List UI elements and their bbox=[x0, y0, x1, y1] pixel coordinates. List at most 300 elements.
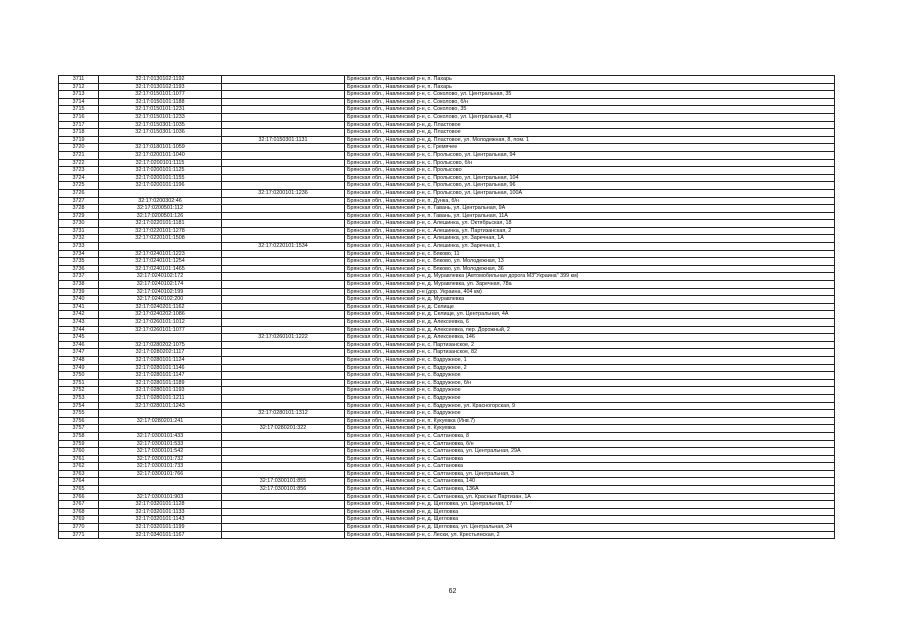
table-row bbox=[59, 212, 835, 220]
table-row bbox=[59, 182, 835, 190]
row-number-cell: 3713 bbox=[59, 91, 99, 99]
cadastral-number-alt-cell bbox=[222, 432, 345, 440]
table-row bbox=[59, 448, 835, 456]
address-cell: Брянская обл., Навлинский р-н, с. Лески, ул. Крестьянская, 2 bbox=[345, 531, 835, 539]
address-cell: Брянская обл., Навлинский р-н, д. Пластовое, ул. Молодежная, 8, пом. 1 bbox=[345, 136, 835, 144]
cadastral-number-cell bbox=[99, 334, 222, 342]
row-number-cell: 3728 bbox=[59, 205, 99, 213]
row-number-cell: 3732 bbox=[59, 235, 99, 243]
cadastral-number-cell: 32:17:0220101:1508 bbox=[99, 235, 222, 243]
cadastral-number-alt-cell bbox=[222, 197, 345, 205]
address-cell: Брянская обл., Навлинский р-н, с. Пролысово, ул. Центральная, 104 bbox=[345, 174, 835, 182]
row-number-cell: 3735 bbox=[59, 258, 99, 266]
table-row bbox=[59, 440, 835, 448]
address-cell: Брянская обл., Навлинский р-н, с. Бяково, 11 bbox=[345, 250, 835, 258]
cadastral-number-cell: 32:17:0280101:1243 bbox=[99, 402, 222, 410]
cadastral-number-cell: 32:17:0280101:1193 bbox=[99, 387, 222, 395]
cadastral-number-alt-cell bbox=[222, 364, 345, 372]
cadastral-number-alt-cell bbox=[222, 273, 345, 281]
table-row bbox=[59, 167, 835, 175]
address-cell: Брянская обл., Навлинский р-н, с. Вздружное, б/н bbox=[345, 379, 835, 387]
address-cell: Брянская обл., Навлинский р-н, п. Пахарь bbox=[345, 76, 835, 84]
table-row bbox=[59, 516, 835, 524]
row-number-cell: 3748 bbox=[59, 356, 99, 364]
table-row bbox=[59, 508, 835, 516]
cadastral-number-cell: 32:17:0150101:1188 bbox=[99, 98, 222, 106]
cadastral-number-alt-cell bbox=[222, 516, 345, 524]
address-cell: Брянская обл., Навлинский р-н, с. Соколово, ул. Центральная, 35 bbox=[345, 91, 835, 99]
table-row bbox=[59, 174, 835, 182]
row-number-cell: 3750 bbox=[59, 372, 99, 380]
address-cell: Брянская обл., Навлинский р-н, д. Селище bbox=[345, 303, 835, 311]
address-cell: Брянская обл., Навлинский р-н, с. Вздружное, 2 bbox=[345, 364, 835, 372]
cadastral-number-alt-cell bbox=[222, 448, 345, 456]
address-cell: Брянская обл., Навлинский р-н, с. Соколово, 35 bbox=[345, 106, 835, 114]
address-cell: Брянская обл., Навлинский р-н, с. Соколово, ул. Центральная, 43 bbox=[345, 113, 835, 121]
row-number-cell: 3768 bbox=[59, 508, 99, 516]
cadastral-number-cell bbox=[99, 478, 222, 486]
cadastral-number-cell: 32:17:0280202:1117 bbox=[99, 349, 222, 357]
cadastral-number-alt-cell bbox=[222, 319, 345, 327]
row-number-cell: 3760 bbox=[59, 448, 99, 456]
cadastral-number-cell: 32:17:0300101:732 bbox=[99, 455, 222, 463]
table-row bbox=[59, 387, 835, 395]
address-cell: Брянская обл., Навлинский р-н, с. Пролысово, б/н bbox=[345, 159, 835, 167]
row-number-cell: 3754 bbox=[59, 402, 99, 410]
row-number-cell: 3734 bbox=[59, 250, 99, 258]
address-cell: Брянская обл., Навлинский р-н, с. Салтановка, 136А bbox=[345, 486, 835, 494]
row-number-cell: 3761 bbox=[59, 455, 99, 463]
table-row bbox=[59, 98, 835, 106]
cadastral-number-alt-cell bbox=[222, 182, 345, 190]
cadastral-number-alt-cell bbox=[222, 303, 345, 311]
cadastral-number-cell: 32:17:0260101:1077 bbox=[99, 326, 222, 334]
row-number-cell: 3727 bbox=[59, 197, 99, 205]
cadastral-number-cell: 32:17:0240101:1465 bbox=[99, 265, 222, 273]
table-body bbox=[59, 76, 835, 539]
cadastral-number-alt-cell bbox=[222, 349, 345, 357]
address-cell: Брянская обл., Навлинский р-н, с. Пролысово, ул. Центральная, 100А bbox=[345, 189, 835, 197]
table-row bbox=[59, 501, 835, 509]
row-number-cell: 3756 bbox=[59, 417, 99, 425]
row-number-cell: 3723 bbox=[59, 167, 99, 175]
cadastral-number-alt-cell bbox=[222, 341, 345, 349]
table-row bbox=[59, 356, 835, 364]
cadastral-number-alt-cell: 32:17:0300101:856 bbox=[222, 486, 345, 494]
row-number-cell: 3758 bbox=[59, 432, 99, 440]
table-row bbox=[59, 394, 835, 402]
address-cell: Брянская обл., Навлинский р-н, п. Кукуевка bbox=[345, 425, 835, 433]
cadastral-number-alt-cell bbox=[222, 387, 345, 395]
address-cell: Брянская обл., Навлинский р-н, с. Бяково, ул. Молодежная, 36 bbox=[345, 265, 835, 273]
cadastral-number-cell: 32:17:0240101:1223 bbox=[99, 250, 222, 258]
cadastral-number-cell: 32:17:0130102:1192 bbox=[99, 76, 222, 84]
table-row bbox=[59, 463, 835, 471]
cadastral-number-alt-cell bbox=[222, 227, 345, 235]
cadastral-number-alt-cell bbox=[222, 531, 345, 539]
row-number-cell: 3741 bbox=[59, 303, 99, 311]
cadastral-number-alt-cell bbox=[222, 83, 345, 91]
row-number-cell: 3737 bbox=[59, 273, 99, 281]
table-row bbox=[59, 341, 835, 349]
row-number-cell: 3717 bbox=[59, 121, 99, 129]
address-cell: Брянская обл., Навлинский р-н, д. Алексеевка, 146 bbox=[345, 334, 835, 342]
cadastral-number-alt-cell: 32:17:0260101:1222 bbox=[222, 334, 345, 342]
cadastral-number-alt-cell bbox=[222, 501, 345, 509]
address-cell: Брянская обл., Навлинский р-н, с. Пролысово, ул. Центральная, 94 bbox=[345, 151, 835, 159]
cadastral-number-alt-cell: 32:17:0300101:855 bbox=[222, 478, 345, 486]
cadastral-number-cell: 32:17:0200101:1125 bbox=[99, 167, 222, 175]
table-row bbox=[59, 334, 835, 342]
row-number-cell: 3730 bbox=[59, 220, 99, 228]
cadastral-number-alt-cell bbox=[222, 159, 345, 167]
cadastral-number-cell: 32:17:0180101:1059 bbox=[99, 144, 222, 152]
cadastral-number-alt-cell bbox=[222, 258, 345, 266]
cadastral-number-alt-cell bbox=[222, 250, 345, 258]
table-row bbox=[59, 281, 835, 289]
row-number-cell: 3733 bbox=[59, 243, 99, 251]
cadastral-number-alt-cell bbox=[222, 281, 345, 289]
table-row bbox=[59, 250, 835, 258]
address-cell: Брянская обл., Навлинский р-н, п. Дунка, б/н bbox=[345, 197, 835, 205]
row-number-cell: 3752 bbox=[59, 387, 99, 395]
cadastral-number-alt-cell bbox=[222, 470, 345, 478]
table-row bbox=[59, 91, 835, 99]
cadastral-number-cell: 32:17:0320101:1128 bbox=[99, 501, 222, 509]
table-row bbox=[59, 379, 835, 387]
cadastral-number-alt-cell bbox=[222, 212, 345, 220]
cadastral-number-cell: 32:17:0150101:1077 bbox=[99, 91, 222, 99]
address-cell: Брянская обл., Навлинский р-н, с. Алешинка, ул. Заречная, 1А bbox=[345, 235, 835, 243]
address-cell: Брянская обл., Навлинский р-н, с. Бяково, ул. Молодежная, 13 bbox=[345, 258, 835, 266]
table-row bbox=[59, 129, 835, 137]
cadastral-number-cell: 32:17:0320101:1199 bbox=[99, 524, 222, 532]
address-cell: Брянская обл., Навлинский р-н, д. Щегловка bbox=[345, 516, 835, 524]
table-row bbox=[59, 258, 835, 266]
cadastral-number-cell: 32:17:0320101:1133 bbox=[99, 508, 222, 516]
table-row bbox=[59, 144, 835, 152]
row-number-cell: 3716 bbox=[59, 113, 99, 121]
cadastral-number-alt-cell bbox=[222, 151, 345, 159]
cadastral-number-alt-cell bbox=[222, 265, 345, 273]
cadastral-number-cell bbox=[99, 243, 222, 251]
cadastral-number-cell bbox=[99, 410, 222, 418]
row-number-cell: 3711 bbox=[59, 76, 99, 84]
table-row bbox=[59, 326, 835, 334]
row-number-cell: 3755 bbox=[59, 410, 99, 418]
table-row bbox=[59, 402, 835, 410]
table-row bbox=[59, 470, 835, 478]
table-row bbox=[59, 311, 835, 319]
table-row bbox=[59, 121, 835, 129]
row-number-cell: 3763 bbox=[59, 470, 99, 478]
cadastral-number-alt-cell: 32:17:0150301:1131 bbox=[222, 136, 345, 144]
table-row bbox=[59, 372, 835, 380]
address-cell: Брянская обл., Навлинский р-н, с. Гремячее bbox=[345, 144, 835, 152]
cadastral-number-cell: 32:17:0240202:1086 bbox=[99, 311, 222, 319]
cadastral-number-cell: 32:17:0240102:174 bbox=[99, 281, 222, 289]
row-number-cell: 3743 bbox=[59, 319, 99, 327]
address-cell: Брянская обл., Навлинский р-н, д. Селище, ул. Центральная, 4А bbox=[345, 311, 835, 319]
cadastral-number-cell: 32:17:0260101:1012 bbox=[99, 319, 222, 327]
cadastral-number-cell: 32:17:0280101:1124 bbox=[99, 356, 222, 364]
cadastral-number-alt-cell bbox=[222, 174, 345, 182]
cadastral-number-alt-cell bbox=[222, 235, 345, 243]
cadastral-number-alt-cell bbox=[222, 121, 345, 129]
cadastral-number-cell: 32:17:0300101:903 bbox=[99, 493, 222, 501]
address-cell: Брянская обл., Навлинский р-н, с. Пролысово bbox=[345, 167, 835, 175]
cadastral-number-cell bbox=[99, 486, 222, 494]
table-row bbox=[59, 493, 835, 501]
cadastral-number-cell: 32:17:0150301:1036 bbox=[99, 129, 222, 137]
table-row bbox=[59, 159, 835, 167]
cadastral-number-cell: 32:17:0200101:1040 bbox=[99, 151, 222, 159]
cadastral-number-cell: 32:17:0280202:1075 bbox=[99, 341, 222, 349]
address-cell: Брянская обл., Навлинский р-н, д. Пластовое bbox=[345, 121, 835, 129]
table-row bbox=[59, 189, 835, 197]
table-row bbox=[59, 113, 835, 121]
address-cell: Брянская обл., Навлинский р-н, с. Салтановка bbox=[345, 455, 835, 463]
cadastral-number-cell: 32:17:0130102:1193 bbox=[99, 83, 222, 91]
address-cell: Брянская обл., Навлинский р-н, с. Салтановка, ул. Центральная, 29А bbox=[345, 448, 835, 456]
row-number-cell: 3720 bbox=[59, 144, 99, 152]
cadastral-number-alt-cell bbox=[222, 106, 345, 114]
cadastral-number-alt-cell bbox=[222, 296, 345, 304]
table-row bbox=[59, 227, 835, 235]
cadastral-number-alt-cell bbox=[222, 129, 345, 137]
cadastral-number-alt-cell bbox=[222, 205, 345, 213]
row-number-cell: 3749 bbox=[59, 364, 99, 372]
cadastral-number-alt-cell bbox=[222, 144, 345, 152]
table-row bbox=[59, 106, 835, 114]
address-cell: Брянская обл., Навлинский р-н, с. Вздружное, 1 bbox=[345, 356, 835, 364]
cadastral-number-alt-cell bbox=[222, 372, 345, 380]
address-cell: Брянская обл., Навлинский р-н, п. Пахарь bbox=[345, 83, 835, 91]
row-number-cell: 3740 bbox=[59, 296, 99, 304]
address-cell: Брянская обл., Навлинский р-н, п. Кукуевка (Инв.7) bbox=[345, 417, 835, 425]
address-cell: Брянская обл., Навлинский р-н, с. Алешинка, ул. Октябрьская, 18 bbox=[345, 220, 835, 228]
table-row bbox=[59, 417, 835, 425]
row-number-cell: 3726 bbox=[59, 189, 99, 197]
cadastral-number-alt-cell bbox=[222, 524, 345, 532]
row-number-cell: 3714 bbox=[59, 98, 99, 106]
row-number-cell: 3746 bbox=[59, 341, 99, 349]
cadastral-number-cell: 32:17:0200302:46 bbox=[99, 197, 222, 205]
address-cell: Брянская обл., Навлинский р-н, с. Партизанское, 2 bbox=[345, 341, 835, 349]
row-number-cell: 3721 bbox=[59, 151, 99, 159]
cadastral-number-alt-cell: 32:17:0220101:1534 bbox=[222, 243, 345, 251]
table-row bbox=[59, 197, 835, 205]
cadastral-number-alt-cell: 32:17:0200101:1236 bbox=[222, 189, 345, 197]
cadastral-number-cell: 32:17:0320101:1143 bbox=[99, 516, 222, 524]
row-number-cell: 3722 bbox=[59, 159, 99, 167]
row-number-cell: 3769 bbox=[59, 516, 99, 524]
row-number-cell: 3739 bbox=[59, 288, 99, 296]
cadastral-number-cell: 32:17:0300101:733 bbox=[99, 463, 222, 471]
table-row bbox=[59, 205, 835, 213]
cadastral-number-cell: 32:17:0300101:533 bbox=[99, 440, 222, 448]
cadastral-number-alt-cell bbox=[222, 220, 345, 228]
page-number: 62 bbox=[448, 588, 457, 595]
table-row bbox=[59, 432, 835, 440]
table-row bbox=[59, 288, 835, 296]
address-cell: Брянская обл., Навлинский р-н, с. Вздружное bbox=[345, 387, 835, 395]
cadastral-number-cell: 32:17:0280201:241 bbox=[99, 417, 222, 425]
address-cell: Брянская обл., Навлинский р-н, д. Муравлевка, ул. Заречная, 78а bbox=[345, 281, 835, 289]
table-row bbox=[59, 273, 835, 281]
table-row bbox=[59, 83, 835, 91]
row-number-cell: 3765 bbox=[59, 486, 99, 494]
table-row bbox=[59, 364, 835, 372]
address-cell: Брянская обл., Навлинский р-н, д. Щегловка, ул. Центральная, 24 bbox=[345, 524, 835, 532]
address-cell: Брянская обл., Навлинский р-н, с. Вздружное bbox=[345, 410, 835, 418]
address-cell: Брянская обл., Навлинский р-н, д. Муравлевка (Автомобильная дорога М3"Украина" 399 км) bbox=[345, 273, 835, 281]
cadastral-number-cell: 32:17:0300101:766 bbox=[99, 470, 222, 478]
cadastral-number-cell: 32:17:0280101:1146 bbox=[99, 364, 222, 372]
address-cell: Брянская обл., Навлинский р-н, с. Соколово, б/н bbox=[345, 98, 835, 106]
address-cell: Брянская обл., Навлинский р-н, д. Щегловка bbox=[345, 508, 835, 516]
cadastral-number-alt-cell bbox=[222, 288, 345, 296]
table-row bbox=[59, 136, 835, 144]
row-number-cell: 3747 bbox=[59, 349, 99, 357]
row-number-cell: 3744 bbox=[59, 326, 99, 334]
cadastral-number-alt-cell bbox=[222, 91, 345, 99]
address-cell: Брянская обл., Навлинский р-н, с. Салтановка bbox=[345, 463, 835, 471]
cadastral-number-cell: 32:17:0200501:126 bbox=[99, 212, 222, 220]
table-row bbox=[59, 76, 835, 84]
address-cell: Брянская обл., Навлинский р-н, с. Салтановка, ул. Красных Партизан, 1А bbox=[345, 493, 835, 501]
cadastral-number-cell: 32:17:0200501:112 bbox=[99, 205, 222, 213]
address-cell: Брянская обл., Навлинский р-н, с. Салтановка, б/н bbox=[345, 440, 835, 448]
row-number-cell: 3771 bbox=[59, 531, 99, 539]
row-number-cell: 3712 bbox=[59, 83, 99, 91]
address-cell: Брянская обл., Навлинский р-н, п. Гавань, ул. Центральная, 11А bbox=[345, 212, 835, 220]
cadastral-number-alt-cell: 32:17:0280201:322 bbox=[222, 425, 345, 433]
address-cell: Брянская обл., Навлинский р-н, с. Салтановка, 140 bbox=[345, 478, 835, 486]
row-number-cell: 3757 bbox=[59, 425, 99, 433]
cadastral-number-alt-cell bbox=[222, 493, 345, 501]
address-cell: Брянская обл., Навлинский р-н, с. Алешинка, ул. Партизанская, 2 bbox=[345, 227, 835, 235]
row-number-cell: 3764 bbox=[59, 478, 99, 486]
cadastral-number-cell: 32:17:0240102:199 bbox=[99, 288, 222, 296]
address-cell: Брянская обл., Навлинский р-н, с. Салтановка, 8 bbox=[345, 432, 835, 440]
cadastral-number-cell: 32:17:0150301:1035 bbox=[99, 121, 222, 129]
table-row bbox=[59, 455, 835, 463]
row-number-cell: 3731 bbox=[59, 227, 99, 235]
cadastral-number-alt-cell bbox=[222, 98, 345, 106]
cadastral-number-cell bbox=[99, 136, 222, 144]
row-number-cell: 3759 bbox=[59, 440, 99, 448]
row-number-cell: 3766 bbox=[59, 493, 99, 501]
table-row bbox=[59, 319, 835, 327]
cadastral-number-alt-cell bbox=[222, 379, 345, 387]
address-cell: Брянская обл., Навлинский р-н, с. Пролысово, ул. Центральная, 96 bbox=[345, 182, 835, 190]
table-row bbox=[59, 425, 835, 433]
address-cell: Брянская обл., Навлинский р-н, д. Пластовое bbox=[345, 129, 835, 137]
row-number-cell: 3719 bbox=[59, 136, 99, 144]
cadastral-number-cell: 32:17:0300101:433 bbox=[99, 432, 222, 440]
cadastral-number-cell: 32:17:0240101:1254 bbox=[99, 258, 222, 266]
address-cell: Брянская обл., Навлинский р-н (дор. Украина, 404 км) bbox=[345, 288, 835, 296]
cadastral-number-alt-cell bbox=[222, 402, 345, 410]
cadastral-number-alt-cell bbox=[222, 508, 345, 516]
address-cell: Брянская обл., Навлинский р-н, д. Алексеевка, пер. Дорожный, 2 bbox=[345, 326, 835, 334]
address-cell: Брянская обл., Навлинский р-н, с. Салтановка, ул. Центральная, 3 bbox=[345, 470, 835, 478]
cadastral-number-cell: 32:17:0340101:1167 bbox=[99, 531, 222, 539]
table-row bbox=[59, 243, 835, 251]
address-cell: Брянская обл., Навлинский р-н, д. Алексеевка, 6 bbox=[345, 319, 835, 327]
row-number-cell: 3718 bbox=[59, 129, 99, 137]
row-number-cell: 3738 bbox=[59, 281, 99, 289]
cadastral-number-cell: 32:17:0150101:1231 bbox=[99, 106, 222, 114]
cadastral-number-cell: 32:17:0150101:1233 bbox=[99, 113, 222, 121]
table-row bbox=[59, 524, 835, 532]
table-row bbox=[59, 349, 835, 357]
cadastral-number-cell bbox=[99, 425, 222, 433]
address-cell: Брянская обл., Навлинский р-н, с. Вздружное bbox=[345, 372, 835, 380]
row-number-cell: 3736 bbox=[59, 265, 99, 273]
row-number-cell: 3762 bbox=[59, 463, 99, 471]
address-cell: Брянская обл., Навлинский р-н, с. Алешинка, ул. Заречная, 1 bbox=[345, 243, 835, 251]
cadastral-number-alt-cell bbox=[222, 455, 345, 463]
row-number-cell: 3753 bbox=[59, 394, 99, 402]
row-number-cell: 3767 bbox=[59, 501, 99, 509]
cadastral-number-cell: 32:17:0220101:1278 bbox=[99, 227, 222, 235]
address-cell: Брянская обл., Навлинский р-н, с. Партизанское, 82 bbox=[345, 349, 835, 357]
cadastral-number-cell: 32:17:0240201:1162 bbox=[99, 303, 222, 311]
address-cell: Брянская обл., Навлинский р-н, с. Вздружное bbox=[345, 394, 835, 402]
table-row bbox=[59, 303, 835, 311]
address-cell: Брянская обл., Навлинский р-н, п. Гавань, ул. Центральная, 9А bbox=[345, 205, 835, 213]
cadastral-number-cell: 32:17:0200101:1155 bbox=[99, 174, 222, 182]
cadastral-number-cell: 32:17:0240102:200 bbox=[99, 296, 222, 304]
cadastral-number-alt-cell bbox=[222, 76, 345, 84]
cadastral-number-alt-cell bbox=[222, 440, 345, 448]
row-number-cell: 3715 bbox=[59, 106, 99, 114]
cadastral-number-cell: 32:17:0280101:1147 bbox=[99, 372, 222, 380]
cadastral-number-alt-cell bbox=[222, 394, 345, 402]
table-row bbox=[59, 235, 835, 243]
row-number-cell: 3724 bbox=[59, 174, 99, 182]
cadastral-number-alt-cell bbox=[222, 463, 345, 471]
address-cell: Брянская обл., Навлинский р-н, с. Вздружное, ул. Красногорская, 9 bbox=[345, 402, 835, 410]
table-row bbox=[59, 531, 835, 539]
cadastral-number-alt-cell bbox=[222, 417, 345, 425]
row-number-cell: 3725 bbox=[59, 182, 99, 190]
cadastral-number-cell: 32:17:0280101:1189 bbox=[99, 379, 222, 387]
table-row bbox=[59, 151, 835, 159]
cadastral-number-alt-cell bbox=[222, 326, 345, 334]
cadastral-number-alt-cell bbox=[222, 167, 345, 175]
cadastral-number-cell: 32:17:0200101:1115 bbox=[99, 159, 222, 167]
cadastral-number-cell: 32:17:0280101:1211 bbox=[99, 394, 222, 402]
cadastral-number-alt-cell bbox=[222, 356, 345, 364]
table-row bbox=[59, 410, 835, 418]
address-cell: Брянская обл., Навлинский р-н, д. Щегловка, ул. Центральная, 17 bbox=[345, 501, 835, 509]
table-row bbox=[59, 478, 835, 486]
cadastral-number-cell: 32:17:0240102:172 bbox=[99, 273, 222, 281]
cadastral-number-cell bbox=[99, 189, 222, 197]
row-number-cell: 3770 bbox=[59, 524, 99, 532]
row-number-cell: 3751 bbox=[59, 379, 99, 387]
cadastral-number-alt-cell: 32:17:0280101:1312 bbox=[222, 410, 345, 418]
row-number-cell: 3742 bbox=[59, 311, 99, 319]
table-row bbox=[59, 486, 835, 494]
cadastral-table bbox=[58, 75, 835, 539]
cadastral-number-alt-cell bbox=[222, 113, 345, 121]
address-cell: Брянская обл., Навлинский р-н, д. Муравлевка bbox=[345, 296, 835, 304]
cadastral-number-cell: 32:17:0200101:1196 bbox=[99, 182, 222, 190]
